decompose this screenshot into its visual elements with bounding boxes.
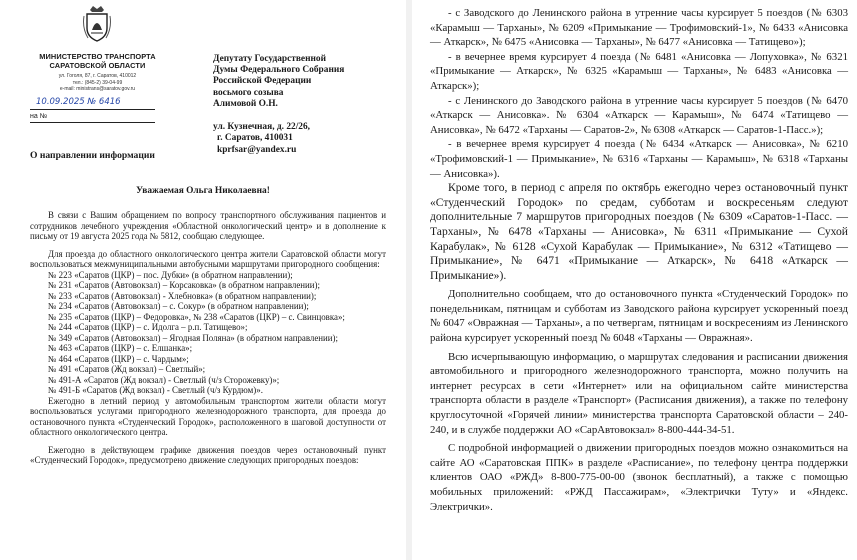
paragraph: Ежегодно в действующем графике движения поездов через остановочный пункт «Студенческий Городок», предусмотрено движение следующих пригородных поездов: — [30, 444, 386, 465]
paragraph: Для проезда до областного онкологического центра жители Саратовской области могут воспользоваться межмуниципальными автобусными маршрутами пригородного сообщения: — [30, 248, 386, 269]
letter-greeting: Уважаемая Ольга Николаевна! — [136, 186, 270, 196]
addressee-line: Депутату Государственной — [213, 54, 326, 64]
bus-route-item: № 231 «Саратов (Автовокзал) – Корсаковка» (в обратном направлении); — [48, 280, 320, 290]
train-schedule-item: - в вечернее время курсирует 4 поезда (№ 6434 «Аткарск — Анисовка», № 6210 «Трофимовский-1 — Примыкание», № 6316 «Тарханы — Карамыш», № 6318 «Тарханы — Анисовка»). — [430, 138, 848, 180]
bus-route-item: № 491 «Саратов (Жд вокзал) – Светлый»; — [48, 364, 206, 374]
bus-route-item: № 234 «Саратов (Автовокзал) – с. Сокур» (в обратном направлении); — [48, 301, 309, 311]
bus-route-item: № 233 «Саратов (Автовокзал) - Хлебновка» (в обратном направлении); — [48, 290, 317, 301]
registration-reference-line — [30, 113, 155, 123]
ministry-contacts — [30, 73, 165, 93]
addressee-line: Российской Федерации — [213, 76, 312, 87]
paragraph: С подробной информацией о движении пригородных поездов можно ознакомиться на сайте АО «Саратовская ППК» в разделе «Расписание», по телефону центра поддержки клиентов ОАО «РЖД» 8-800-775-00-00 (звонок бесплатный), а также с помощью мобильных приложений: «РЖД Пассажирам», «Электрички Туту» и «Яндекс. Электрички». — [430, 442, 848, 513]
bus-route-item: № 491-А «Саратов (Жд вокзал) - Светлый (ч/з Сторожевку)»; — [48, 374, 280, 385]
bus-route-item: № 349 «Саратов (Автовокзал) – Ягодная Поляна» (в обратном направлении); — [48, 332, 338, 343]
bus-route-item: № 244 «Саратов (ЦКР) – с. Идолга – р.п. Татищево»; — [48, 322, 248, 332]
paragraph: Кроме того, в период с апреля по октябрь ежегодно через остановочный пункт «Студенческий Городок» по средам, субботам и воскресеньям следуют дополнительные 7 маршрутов пригородных поездов (№ 6309 «Саратов-1-Пасс. — Тарханы», № 6478 «Тарханы — Анисовка», № 6311 «Примыкание — Сухой Карабулак», № 6128 «Сухой Карабулак — Примыкание», № 6312 «Татищево — Примыкание», № 6471 «Примыкание — Аткарск», № 6418 «Аткарск — Примыкание»). — [430, 181, 848, 282]
bus-route-item: № 463 «Саратов (ЦКР) – с. Елшанка»; — [48, 343, 193, 353]
reference-number-label: на № — [30, 113, 48, 120]
address-email: kprfsar@yandex.ru — [217, 144, 297, 155]
coat-of-arms-icon — [82, 4, 112, 44]
registration-date: 10.09.2025 № 6416 — [36, 97, 121, 107]
train-schedule-item: - с Заводского до Ленинского района в утренние часы курсирует 5 поездов (№ 6303 «Карамыш — Тарханы», № 6209 «Примыкание — Трофимовский-1», № 6433 «Анисовка — Аткарск», № 6475 «Анисовка — Тарханы», № 6477 «Анисовка — Татищево»); — [430, 7, 848, 49]
bus-route-item: № 235 «Саратов (ЦКР) – Федоровка», № 238 «Саратов (ЦКР) – с. Свинцовка»; — [48, 311, 345, 322]
address-line: г. Саратов, 410031 — [217, 133, 293, 144]
ministry-address: ул. Гоголя, 87, г. Саратов, 410012 — [58, 73, 137, 79]
paragraph: Всю исчерпывающую информацию, о маршрутах следования и расписании движения автомобильного и пригородного железнодорожного транспорта, можно получить на интернет ресурсах в сети «Интернет» или на официальном сайте министерства транспорта области в разделе «Транспорт» (Расписания движения), а также по телефону круглосуточной «Горячей линии» министерства транспорта Саратовской области – 240-240, и в службе поддержки АО «СарАвтовокзал» 8-800-444-34-51. — [430, 350, 848, 436]
addressee-line: восьмого созыва — [213, 87, 284, 98]
addressee-line: Думы Федерального Собрания — [213, 65, 345, 76]
addressee-block — [213, 54, 393, 110]
bus-route-item: № 464 «Саратов (ЦКР) – с. Чардым»; — [48, 353, 189, 364]
ministry-email: e-mail: ministrans@saratov.gov.ru — [59, 86, 136, 92]
train-schedule-item: - в вечернее время курсирует 4 поезда (№ 6481 «Анисовка — Лопуховка», № 6321 «Примыкание — Аткарск», № 6325 «Карамыш — Тарханы», № 6483 «Анисовка — Аткарск»); — [430, 50, 848, 92]
bus-route-item: № 491-Б «Саратов (Жд вокзал) - Светлый (ч/з Курдюм)». — [48, 385, 263, 395]
bus-route-item: № 223 «Саратов (ЦКР) – пос. Дубки» (в обратном направлении); — [48, 269, 293, 280]
letter-subject: О направлении информации — [30, 150, 155, 161]
addressee-address — [213, 122, 393, 156]
letter-page-1 — [0, 0, 406, 560]
paragraph: Ежегодно в летний период у автомобильным транспортом жители области могут воспользоваться услугами пригородного железнодорожного транспорта, для проезда до остановочного пункта «Студенческий Городок», расположенного в шаговой доступности от областного онкологического центра. — [30, 395, 386, 437]
registration-date-line — [30, 97, 155, 110]
letter-body-page-1 — [30, 210, 386, 466]
letter-body-page-2 — [430, 6, 848, 514]
train-schedule-item: - с Ленинского до Заводского района в утренние часы курсирует 5 поездов (№ 6470 «Аткарск — Анисовка». № 6304 «Аткарск — Карамыш», № 6474 «Татищево — Анисовка», № 6472 «Тарханы — Саратов-2», № 6308 «Аткарск — Саратов-1-Пасс.»); — [430, 94, 848, 136]
ministry-phone: тел.: (845-2) 39-04-99 — [72, 79, 123, 86]
addressee-line: Алимовой О.Н. — [213, 98, 278, 109]
ministry-name: МИНИСТЕРСТВО ТРАНСПОРТА САРАТОВСКОЙ ОБЛАСТИ — [39, 52, 156, 70]
letter-page-2 — [412, 0, 857, 560]
address-line: ул. Кузнечная, д. 22/26, — [213, 122, 311, 132]
paragraph: В связи с Вашим обращением по вопросу транспортного обслуживания пациентов и сотрудников лечебного учреждения «Областной онкологический центр» и в дополнение к письму от 19 августа 2025 года № 5812, сообщаю следующее. — [30, 210, 386, 241]
paragraph: Дополнительно сообщаем, что до остановочного пункта «Студенческий Городок» по понедельникам, пятницам и субботам из Заводского района курсирует ускоренный поезд № 6047 «Овражная — Тарханы», а по четвергам, пятницам и воскресениям из Ленинского района курсирует ускоренный поезд № 6048 «Тарханы — Овражная». — [430, 288, 848, 345]
